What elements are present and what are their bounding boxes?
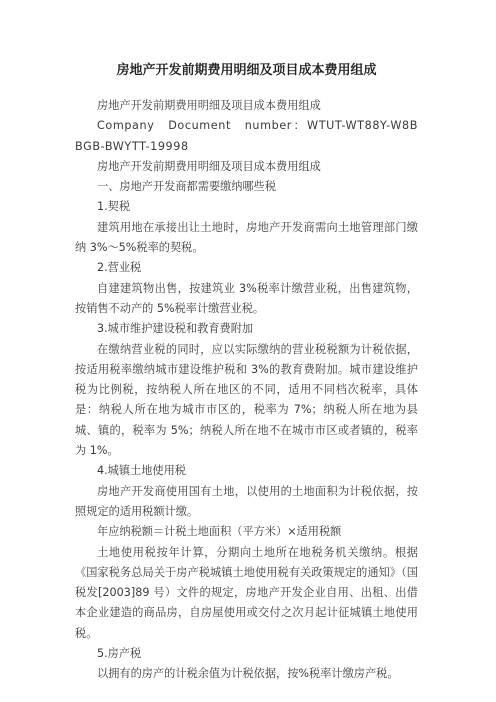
paragraph-land-use-tax: 房地产开发商使用国有土地，以使用的土地面积为计税依据，按照规定的适用税额计缴。 xyxy=(75,484,418,518)
paragraph-urban-construction-tax: 在缴纳营业税的同时，应以实际缴纳的营业税税额为计税依据，按适用税率缴纳城市建设维护税和 3%的教育费附加。城市建设维护税为比例税，按纳税人所在地区的不同，适用不同档次税率，具体是：纳税人所在地为城市市区的，税率为 7%；纳税人所在地为县城、镇的，税率为 5%；纳税人所在地不在城市市区或者镇的，税率为 1%。 xyxy=(75,342,418,458)
item-heading-land-use-tax: 4.城镇土地使用税 xyxy=(97,464,186,478)
paragraph-land-use-formula: 年应纳税额＝计税土地面积（平方米）×适用税额 xyxy=(97,525,342,539)
paragraph-land-use-payment: 土地使用税按年计算，分期向土地所在地税务机关缴纳。根据《国家税务总局关于房产税城镇土地使用税有关政策规定的通知》（国税发[2003]89 号）文件的规定，房地产开发企业自用、出租、出借本企业建造的商品房，自房屋使用或交付之次月起计征城镇土地使用税。 xyxy=(75,545,418,640)
section-heading: 一、房地产开发商都需要缴纳哪些税 xyxy=(97,180,277,194)
paragraph-deed-tax: 建筑用地在承接出让土地时，房地产开发商需向土地管理部门缴纳 3%～5%税率的契税。 xyxy=(75,220,418,255)
paragraph-document-number: Company Document number：WTUT-WT88Y-W8BBGB-BWYTT-19998 xyxy=(75,119,418,153)
paragraph-property-tax: 以拥有的房产的计税余值为计税依据，按%税率计缴房产税。 xyxy=(97,667,399,681)
paragraph-business-tax: 自建建筑物出售，按建筑业 3%税率计缴营业税，出售建筑物，按销售不动产的 5%税率计缴营业税。 xyxy=(75,281,418,315)
paragraph-subtitle-repeat: 房地产开发前期费用明细及项目成本费用组成 xyxy=(97,159,321,173)
item-heading-property-tax: 5.房产税 xyxy=(97,647,142,661)
item-heading-deed-tax: 1.契税 xyxy=(97,200,131,214)
item-heading-business-tax: 2.营业税 xyxy=(97,261,142,275)
document-title: 房地产开发前期费用明细及项目成本费用组成 xyxy=(116,63,377,78)
item-heading-urban-construction-tax: 3.城市维护建设税和教育费附加 xyxy=(97,322,254,336)
document-body xyxy=(75,96,418,685)
paragraph-subtitle: 房地产开发前期费用明细及项目成本费用组成 xyxy=(97,99,321,112)
